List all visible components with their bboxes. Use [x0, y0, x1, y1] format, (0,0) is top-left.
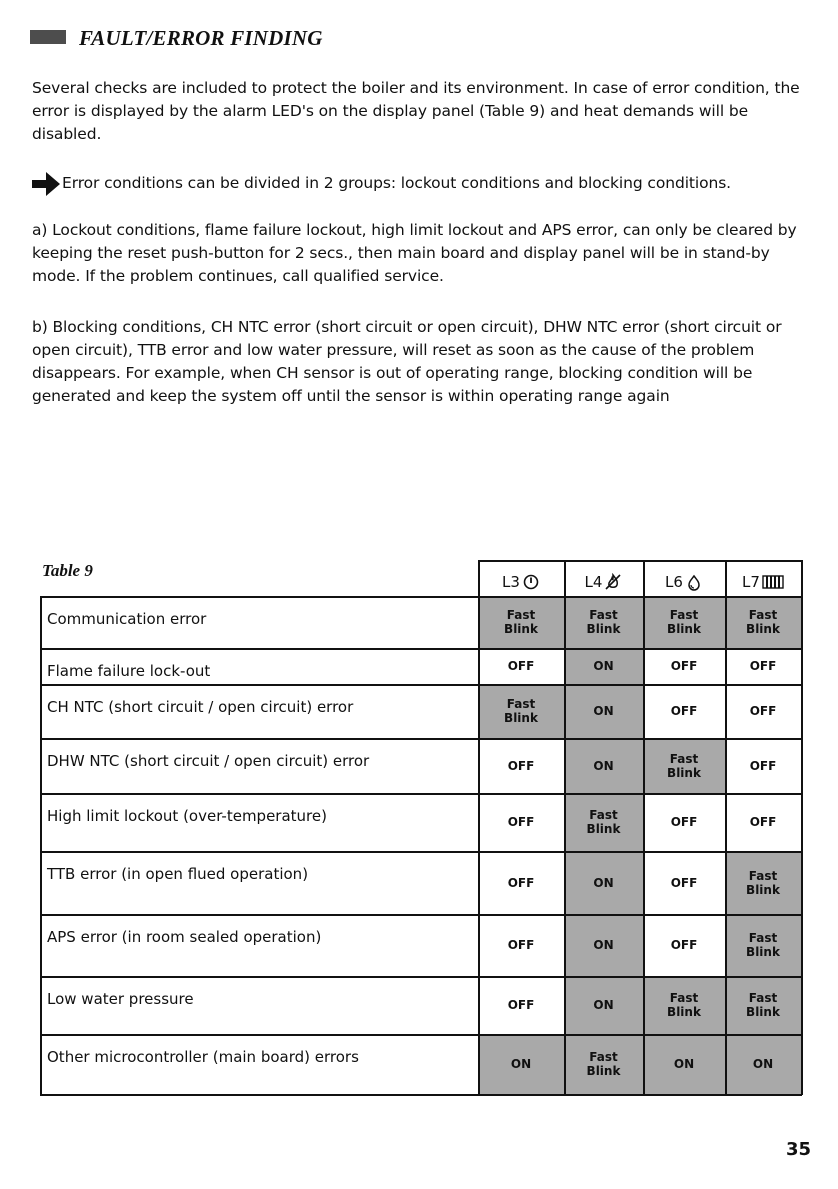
- table-row-label: Flame failure lock-out: [47, 662, 211, 680]
- led-state-text: Fast Blink: [586, 1050, 621, 1078]
- error-groups-paragraph: Error conditions can be divided in 2 groups: lockout conditions and blocking conditions.: [62, 174, 731, 192]
- table-left-border: [40, 596, 42, 1095]
- table-row-border: [40, 976, 802, 978]
- table-row-label: Other microcontroller (main board) errors: [47, 1048, 359, 1066]
- led-state-cell: [643, 596, 725, 648]
- table-column-divider: [801, 596, 803, 1095]
- table-row-label: DHW NTC (short circuit / open circuit) error: [47, 752, 370, 770]
- table-row-border: [40, 793, 802, 795]
- led-state-text: OFF: [507, 815, 535, 829]
- led-state-text: Fast Blink: [667, 608, 701, 636]
- led-state-cell: [643, 738, 725, 793]
- led-state-text: OFF: [749, 659, 777, 673]
- led-state-text: OFF: [749, 815, 777, 829]
- table-caption: Table 9: [42, 561, 93, 580]
- led-state-cell: [564, 793, 643, 851]
- flame-crossed-icon: [604, 573, 622, 591]
- table-row-label: High limit lockout (over-temperature): [47, 807, 327, 825]
- led-state-text: OFF: [507, 998, 535, 1012]
- column-header-l7: [725, 568, 801, 596]
- led-state-text: OFF: [670, 875, 698, 890]
- tap-drop-icon: [685, 573, 703, 591]
- table-row-border: [40, 1034, 802, 1036]
- table-row-label: Low water pressure: [47, 990, 194, 1008]
- led-state-cell: [478, 976, 564, 1034]
- lockout-paragraph: a) Lockout conditions, flame failure lockout, high limit lockout and APS error, can only be cleared by keeping the reset push-button for 2 secs., then main board and display panel will be in stand-by mode. If the problem continues, call qualified service.: [32, 221, 797, 285]
- page-number: 35: [786, 1139, 812, 1160]
- led-state-cell: [564, 596, 643, 648]
- led-state-cell: [643, 684, 725, 738]
- led-state-text: ON: [593, 758, 614, 773]
- led-state-cell: [478, 596, 564, 648]
- led-state-text: ON: [593, 938, 614, 952]
- led-state-text: OFF: [507, 659, 535, 673]
- led-state-cell: [725, 1034, 801, 1094]
- led-state-cell: [725, 596, 801, 648]
- led-state-text: OFF: [670, 938, 698, 952]
- led-state-cell: [478, 851, 564, 914]
- table-header-divider: [478, 560, 480, 596]
- led-state-text: ON: [593, 704, 614, 718]
- table-row-border: [40, 738, 802, 740]
- led-state-text: Fast Blink: [586, 808, 621, 836]
- table-header-divider: [725, 560, 727, 596]
- led-state-text: ON: [593, 998, 614, 1012]
- led-state-text: OFF: [670, 815, 698, 829]
- led-state-cell: [643, 1034, 725, 1094]
- led-state-text: Fast Blink: [504, 697, 538, 725]
- led-state-text: Fast Blink: [667, 751, 701, 780]
- led-state-text: OFF: [670, 704, 698, 718]
- led-state-cell: [564, 648, 643, 684]
- led-state-text: ON: [673, 1057, 695, 1071]
- led-state-cell: [478, 684, 564, 738]
- led-state-cell: [478, 1034, 564, 1094]
- table-header-divider: [643, 560, 645, 596]
- led-state-cell: [725, 914, 801, 976]
- led-state-cell: [643, 914, 725, 976]
- table-row-label: CH NTC (short circuit / open circuit) error: [47, 698, 354, 716]
- led-state-text: OFF: [749, 704, 777, 718]
- led-state-text: OFF: [507, 875, 535, 890]
- column-header-label: L7: [742, 573, 760, 591]
- led-state-text: Fast Blink: [586, 608, 621, 636]
- table-row-label: TTB error (in open flued operation): [47, 865, 309, 883]
- table-column-divider: [725, 596, 727, 1095]
- table-row-label: APS error (in room sealed operation): [47, 928, 322, 946]
- led-state-text: OFF: [670, 659, 698, 673]
- led-state-cell: [564, 914, 643, 976]
- table-column-divider: [564, 596, 566, 1095]
- led-state-cell: [478, 648, 564, 684]
- led-state-cell: [478, 738, 564, 793]
- table-header-top-border: [478, 560, 802, 562]
- led-state-cell: [643, 793, 725, 851]
- column-header-l3: [478, 568, 564, 596]
- table-column-divider: [478, 596, 480, 1095]
- column-header-l6: [643, 568, 725, 596]
- led-state-cell: [725, 976, 801, 1034]
- column-header-label: L4: [584, 573, 603, 591]
- led-state-text: Fast Blink: [746, 608, 780, 636]
- table-row-label: Communication error: [47, 610, 207, 628]
- led-state-cell: [725, 648, 801, 684]
- led-state-cell: [564, 976, 643, 1034]
- led-state-text: OFF: [507, 758, 535, 773]
- led-state-text: ON: [752, 1057, 774, 1071]
- page-title: FAULT/ERROR FINDING: [79, 26, 323, 50]
- column-header-label: L3: [502, 573, 520, 591]
- table-row-border: [40, 684, 802, 686]
- led-state-text: ON: [593, 875, 614, 890]
- led-state-cell: [725, 738, 801, 793]
- led-state-text: Fast Blink: [746, 931, 780, 959]
- radiator-icon: [762, 573, 784, 591]
- led-state-text: Fast Blink: [504, 608, 538, 636]
- led-state-text: Fast Blink: [667, 991, 701, 1019]
- led-state-cell: [478, 914, 564, 976]
- led-state-text: Fast Blink: [746, 868, 780, 897]
- blocking-paragraph: b) Blocking conditions, CH NTC error (short circuit or open circuit), DHW NTC error (short circuit or open circuit), TTB error and low water pressure, will reset as soon as the cause of the problem disappears. For example, when CH sensor is out of operating range, blocking condition will be generated and keep the system off until the sensor is within operating range again: [32, 318, 782, 405]
- table-row-border: [40, 1094, 802, 1096]
- table-row-border: [40, 596, 802, 598]
- led-state-cell: [725, 851, 801, 914]
- led-state-text: ON: [510, 1057, 532, 1071]
- power-icon: [522, 573, 540, 591]
- led-state-cell: [564, 851, 643, 914]
- table-header-divider: [564, 560, 566, 596]
- led-state-text: OFF: [507, 938, 535, 952]
- table-header-divider: [801, 560, 803, 596]
- led-state-cell: [564, 1034, 643, 1094]
- column-header-label: L6: [665, 573, 683, 591]
- led-state-cell: [643, 976, 725, 1034]
- table-row-border: [40, 648, 802, 650]
- led-state-text: ON: [593, 659, 614, 673]
- led-state-cell: [725, 684, 801, 738]
- led-state-cell: [643, 648, 725, 684]
- table-column-divider: [643, 596, 645, 1095]
- intro-paragraph: Several checks are included to protect the boiler and its environment. In case of error condition, the error is displayed by the alarm LED's on the display panel (Table 9) and heat demands will be disabled.: [32, 79, 800, 143]
- led-state-cell: [564, 684, 643, 738]
- led-state-text: Fast Blink: [746, 991, 780, 1019]
- table-row-border: [40, 914, 802, 916]
- column-header-l4: [564, 568, 643, 596]
- led-state-cell: [564, 738, 643, 793]
- led-state-text: OFF: [749, 758, 777, 773]
- led-state-cell: [725, 793, 801, 851]
- led-state-cell: [478, 793, 564, 851]
- led-state-cell: [643, 851, 725, 914]
- table-row-border: [40, 851, 802, 853]
